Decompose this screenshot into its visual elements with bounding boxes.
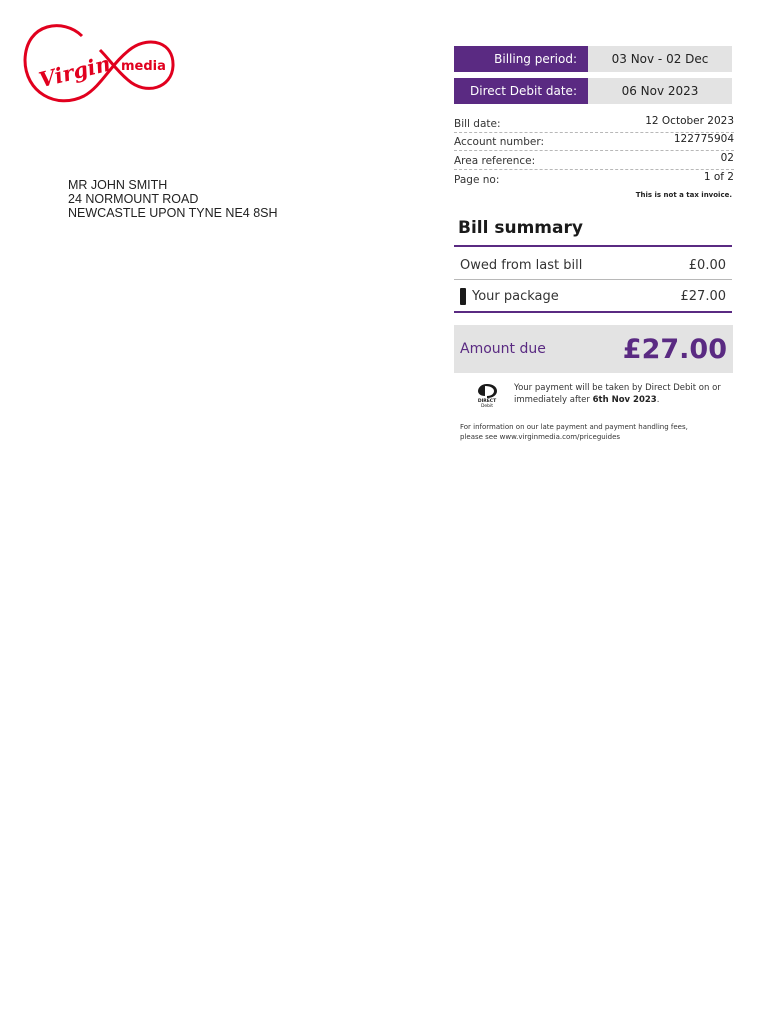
svg-text:DIRECT: DIRECT [477, 399, 497, 404]
virgin-media-logo [22, 22, 176, 108]
page-number-value: 1 of 2 [703, 171, 734, 183]
amount-due-box [454, 325, 733, 373]
summary-divider [454, 279, 732, 280]
page-number-label: Page no: [454, 174, 500, 186]
package-marker-icon [460, 288, 466, 305]
area-reference-value: 02 [720, 151, 734, 164]
billing-period-value: 03 Nov - 02 Dec [588, 46, 732, 72]
summary-row-owed [454, 250, 732, 280]
svg-text:Debit: Debit [480, 404, 494, 408]
bill-date-label: Bill date: [454, 117, 501, 130]
bill-summary-title: Bill summary [458, 218, 583, 238]
recipient-address [68, 179, 278, 220]
area-reference-row [454, 151, 734, 170]
direct-debit-note [474, 382, 734, 412]
billing-period-label: Billing period: [454, 46, 588, 72]
billing-period-row [454, 46, 732, 72]
package-label: Your package [472, 288, 559, 304]
late-payment-info [460, 423, 732, 442]
account-number-label: Account number: [454, 136, 545, 148]
summary-bottom-rule [454, 311, 732, 313]
area-reference-label: Area reference: [454, 154, 536, 167]
bill-date-row [454, 114, 734, 133]
summary-top-rule [454, 245, 732, 247]
account-number-value: 122775904 [673, 133, 734, 145]
direct-debit-date-value: 06 Nov 2023 [588, 78, 732, 104]
tax-invoice-note: This is not a tax invoice. [635, 191, 732, 199]
amount-due-value: £27.00 [622, 333, 727, 365]
recipient-street: 24 NORMOUNT ROAD [68, 191, 199, 206]
bill-meta-table [454, 114, 734, 188]
account-number-row [454, 133, 734, 152]
direct-debit-date-row [454, 78, 732, 104]
summary-row-package [454, 281, 732, 311]
owed-value: £0.00 [688, 257, 726, 273]
direct-debit-date-bold: 6th Nov 2023 [592, 394, 657, 405]
page-number-row [454, 170, 734, 189]
direct-debit-icon [474, 382, 500, 408]
bill-date-value: 12 October 2023 [645, 114, 734, 127]
package-value: £27.00 [680, 288, 726, 304]
direct-debit-text: Your payment will be taken by Direct Debit on or immediately after 6th Nov 2023. [514, 383, 721, 405]
info-line-2: please see www.virginmedia.com/priceguides [460, 432, 621, 441]
virgin-wordmark: Virgin [36, 50, 114, 93]
recipient-city: NEWCASTLE UPON TYNE NE4 8SH [68, 205, 278, 220]
amount-due-label: Amount due [460, 341, 546, 357]
info-line-1: For information on our late payment and payment handling fees, [460, 423, 688, 431]
direct-debit-date-label: Direct Debit date: [454, 78, 588, 104]
owed-label: Owed from last bill [460, 257, 583, 273]
media-wordmark: media [121, 59, 166, 74]
recipient-name: MR JOHN SMITH [68, 178, 168, 192]
